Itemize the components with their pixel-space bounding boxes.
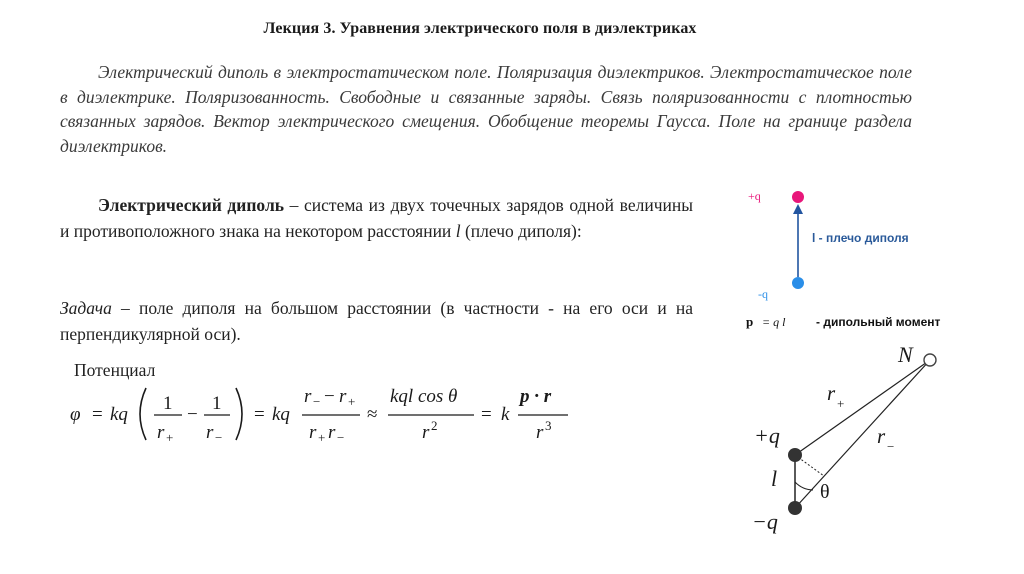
formula-num-r-minus: r <box>304 386 312 407</box>
formula-r-plus-1: r <box>157 422 165 443</box>
formula-den-sub-plus: + <box>318 430 326 445</box>
slide-title: Лекция 3. Уравнения электрического поля в диэлектриках <box>263 20 697 37</box>
formula-r2: r <box>422 422 430 443</box>
formula-phi: φ <box>70 404 81 425</box>
dipole-minus-q-label: -q <box>758 287 768 301</box>
formula-one-2: 1 <box>212 393 222 414</box>
dipole-moment-p: p <box>746 314 754 329</box>
formula-r3: r <box>536 422 544 443</box>
formula-sub-minus-1: − <box>215 430 223 445</box>
potential-label: Потенциал <box>74 360 156 380</box>
formula-sub-plus-1: + <box>166 430 174 445</box>
dipole-arm-label: l - плечо диполя <box>812 231 909 245</box>
label-plus-q: +q <box>754 423 780 448</box>
r-minus-line <box>795 360 930 508</box>
formula-num-minus: − <box>324 386 335 407</box>
geometry-diagram <box>740 340 960 570</box>
dipole-plus-q-label: +q <box>748 189 761 203</box>
task-statement <box>60 295 693 347</box>
formula-kq-2: kq <box>272 404 290 425</box>
definition-text: – система из двух точечных зарядов одной величины и противоположного знака на некотором расстоянии <box>60 195 693 241</box>
formula-minus-1: − <box>187 404 198 425</box>
formula-sup3: 3 <box>545 418 552 433</box>
formula-den-r-minus: r <box>328 422 336 443</box>
label-l: l <box>771 466 778 491</box>
formula-one-1: 1 <box>163 393 173 414</box>
dipole-moment-label: - дипольный момент <box>816 315 941 329</box>
formula-sup2: 2 <box>431 418 438 433</box>
r-plus-line <box>795 360 930 455</box>
charge-plus-dot <box>788 448 802 462</box>
formula-kql-cos: kql cos θ <box>390 386 458 407</box>
dipole-moment-eq: = q l <box>762 315 786 329</box>
formula-num-r-plus: r <box>339 386 347 407</box>
label-r-plus-sub: + <box>837 396 845 411</box>
definition-term: Электрический диполь <box>98 195 285 215</box>
formula-r-minus-1: r <box>206 422 214 443</box>
formula-k: k <box>501 404 510 425</box>
summary-text: Электрический диполь в электростатическом поле. Поляризация диэлектриков. Электростатическое поле в диэлектрике. Поляризованность. Свободные и связанные заряды. Связь поляризованности с плотностью связанных зарядов. Вектор электрического смещения. Обобщение теоремы Гаусса. Поле на границе раздела диэлектриков. <box>60 62 912 156</box>
formula-eq-3: = <box>481 404 492 425</box>
formula-approx: ≈ <box>367 404 378 425</box>
label-r-minus: r <box>877 424 886 448</box>
definition-text-end: (плечо диполя): <box>460 221 582 241</box>
formula-num-sub-plus: + <box>348 394 356 409</box>
label-r-plus: r <box>827 381 836 405</box>
dipole-positive-charge <box>792 191 804 203</box>
formula-eq-2: = <box>254 404 265 425</box>
formula-den-sub-minus: − <box>337 430 345 445</box>
definition-var-l: l <box>455 221 461 241</box>
formula-den-r-plus: r <box>309 422 317 443</box>
theta-arc <box>795 482 813 490</box>
label-minus-q: −q <box>752 509 778 534</box>
lecture-summary <box>60 60 912 158</box>
formula-left-paren <box>140 388 146 440</box>
formula-right-paren <box>236 388 242 440</box>
formula-eq-1: = <box>92 404 103 425</box>
dipole-diagram <box>730 180 990 340</box>
dipole-negative-charge <box>792 277 804 289</box>
label-theta: θ <box>820 481 830 503</box>
potential-formula <box>60 378 580 450</box>
formula-kq-1: kq <box>110 404 128 425</box>
label-N: N <box>898 342 913 367</box>
dipole-definition <box>60 192 693 244</box>
task-label: Задача <box>60 298 112 318</box>
task-text: – поле диполя на большом расстоянии (в частности - на его оси и на перпендикулярной оси). <box>60 298 693 344</box>
charge-minus-dot <box>788 501 802 515</box>
label-r-minus-sub: − <box>887 439 895 454</box>
formula-p-dot-r: p · r <box>520 386 552 407</box>
formula-num-sub-minus: − <box>313 394 321 409</box>
dipole-arrowhead-icon <box>793 204 803 214</box>
point-N <box>924 354 936 366</box>
